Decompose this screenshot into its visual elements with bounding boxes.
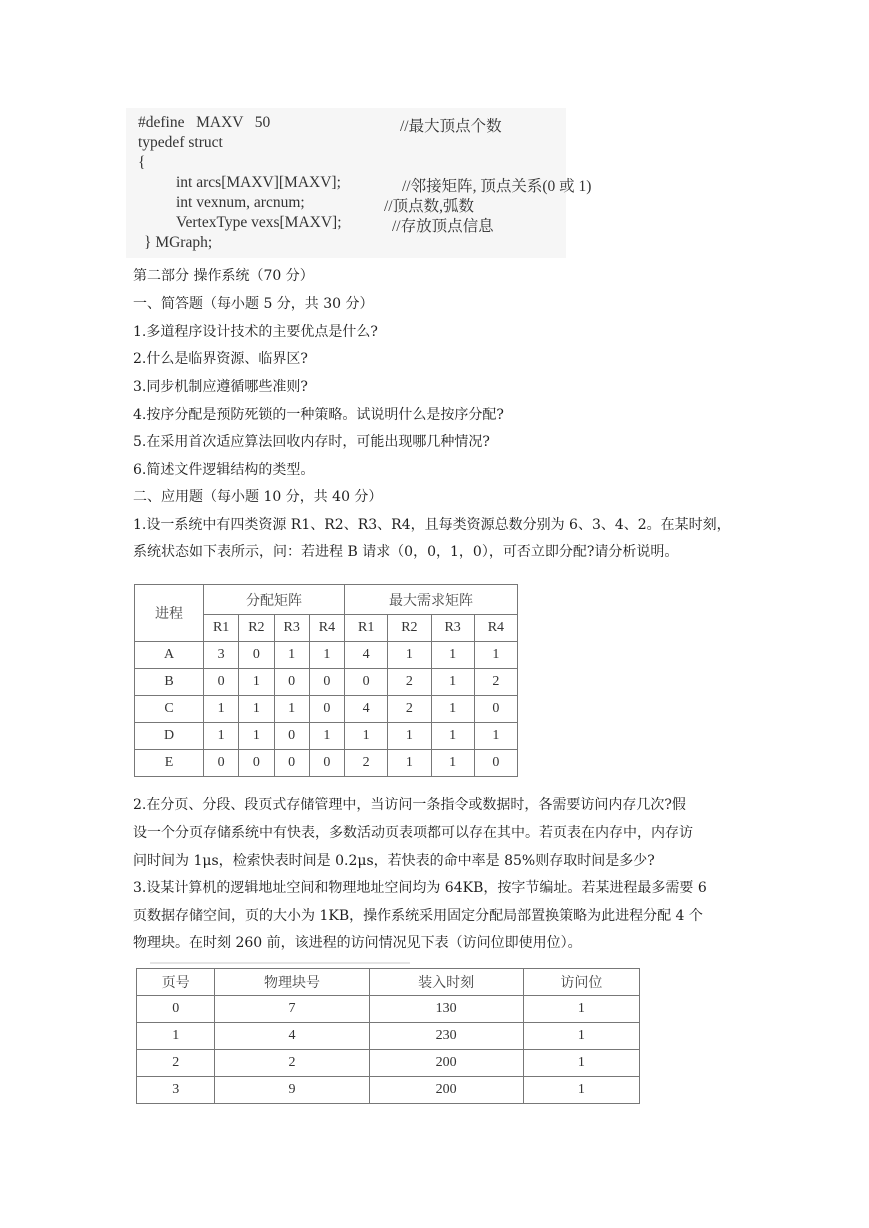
cell: 200 (369, 1050, 523, 1077)
table-row (137, 996, 640, 1023)
header-load-time: 装入时刻 (369, 969, 523, 996)
app-question-3-line: 物理块。在时刻 260 前，该进程的访问情况见下表（访问位即使用位）。 (133, 935, 582, 951)
cell: 0 (309, 669, 344, 696)
cell: 1 (309, 723, 344, 750)
cell: 1 (474, 642, 517, 669)
code-snippet (126, 108, 592, 258)
code-line: int vexnum, arcnum; (176, 194, 305, 211)
code-comment: //顶点数,弧数 (384, 198, 474, 215)
header-max-demand-matrix: 最大需求矩阵 (345, 585, 518, 615)
question-1: 1.多道程序设计技术的主要优点是什么? (133, 324, 378, 340)
cell: 2 (388, 696, 431, 723)
sub-header: R3 (274, 615, 309, 642)
page-access-table (136, 968, 640, 1104)
cell: 1 (431, 750, 474, 777)
cell: 1 (431, 669, 474, 696)
cell: 1 (204, 723, 239, 750)
cell: 1 (239, 723, 274, 750)
cell: 1 (388, 723, 431, 750)
sub-header: R1 (345, 615, 388, 642)
code-comment: //邻接矩阵, 顶点关系(0 或 1) (402, 178, 592, 195)
cell: 1 (431, 723, 474, 750)
table-row (135, 642, 518, 669)
cell: 0 (239, 642, 274, 669)
cell: 0 (204, 669, 239, 696)
cell: 4 (345, 642, 388, 669)
process-name: E (135, 750, 204, 777)
cell: 1 (309, 642, 344, 669)
cell: 1 (137, 1023, 215, 1050)
sub-header: R2 (239, 615, 274, 642)
table-row (135, 750, 518, 777)
table-row (135, 723, 518, 750)
cell: 7 (215, 996, 369, 1023)
code-line: #define MAXV 50 (138, 114, 271, 131)
app-question-3-line: 页数据存储空间，页的大小为 1KB，操作系统采用固定分配局部置换策略为此进程分配 4 个 (133, 908, 703, 924)
header-frame-number: 物理块号 (215, 969, 369, 996)
cell: 2 (474, 669, 517, 696)
header-page-number: 页号 (137, 969, 215, 996)
section1-title: 一、简答题（每小题 5 分，共 30 分） (133, 296, 374, 312)
question-6: 6.简述文件逻辑结构的类型。 (133, 462, 315, 478)
cell: 1 (274, 642, 309, 669)
cell: 1 (431, 696, 474, 723)
code-comment: //存放顶点信息 (392, 218, 494, 235)
sub-header: R4 (474, 615, 517, 642)
scan-artifact-line (150, 962, 410, 964)
process-name: A (135, 642, 204, 669)
cell: 0 (309, 750, 344, 777)
app-question-2-line: 问时间为 1μs，检索快表时间是 0.2μs，若快表的命中率是 85%则存取时间是多少? (133, 853, 655, 869)
question-2: 2.什么是临界资源、临界区? (133, 351, 308, 367)
cell: 230 (369, 1023, 523, 1050)
question-4: 4.按序分配是预防死锁的一种策略。试说明什么是按序分配? (133, 407, 504, 423)
code-comment: //最大顶点个数 (400, 118, 502, 135)
header-allocation-matrix: 分配矩阵 (204, 585, 345, 615)
cell: 130 (369, 996, 523, 1023)
app-question-2-line: 设一个分页存储系统中有快表，多数活动页表项都可以存在其中。若页表在内存中，内存访 (133, 825, 693, 841)
process-name: C (135, 696, 204, 723)
process-name: B (135, 669, 204, 696)
cell: 2 (388, 669, 431, 696)
cell: 0 (345, 669, 388, 696)
code-line: { (138, 154, 146, 171)
cell: 0 (474, 750, 517, 777)
sub-header: R4 (309, 615, 344, 642)
code-line: int arcs[MAXV][MAXV]; (176, 174, 341, 191)
question-5: 5.在采用首次适应算法回收内存时，可能出现哪几种情况? (133, 434, 490, 450)
cell: 1 (523, 1077, 639, 1104)
cell: 1 (431, 642, 474, 669)
app-question-1-line: 系统状态如下表所示，问：若进程 B 请求（0，0，1，0），可否立即分配?请分析说明。 (133, 544, 679, 560)
cell: 0 (274, 723, 309, 750)
cell: 1 (523, 1050, 639, 1077)
cell: 2 (345, 750, 388, 777)
sub-header: R2 (388, 615, 431, 642)
part2-title: 第二部分 操作系统（70 分） (133, 268, 314, 284)
app-question-2-line: 2.在分页、分段、段页式存储管理中，当访问一条指令或数据时，各需要访问内存几次?假 (133, 797, 686, 813)
cell: 1 (239, 696, 274, 723)
cell: 200 (369, 1077, 523, 1104)
table-row (137, 1023, 640, 1050)
cell: 1 (388, 642, 431, 669)
cell: 1 (204, 696, 239, 723)
header-access-bit: 访问位 (523, 969, 639, 996)
table-row (135, 669, 518, 696)
cell: 0 (204, 750, 239, 777)
cell: 0 (239, 750, 274, 777)
cell: 1 (523, 1023, 639, 1050)
cell: 0 (274, 669, 309, 696)
resource-allocation-table (134, 584, 518, 777)
app-question-1-line: 1.设一系统中有四类资源 R1、R2、R3、R4，且每类资源总数分别为 6、3、4、2。在某时刻， (133, 517, 731, 533)
header-process: 进程 (135, 585, 204, 642)
cell: 0 (474, 696, 517, 723)
cell: 0 (137, 996, 215, 1023)
cell: 1 (388, 750, 431, 777)
cell: 2 (137, 1050, 215, 1077)
cell: 2 (215, 1050, 369, 1077)
code-line: } MGraph; (144, 234, 213, 251)
table-row (135, 696, 518, 723)
cell: 4 (215, 1023, 369, 1050)
process-name: D (135, 723, 204, 750)
code-line: VertexType vexs[MAXV]; (176, 214, 342, 231)
cell: 1 (345, 723, 388, 750)
cell: 0 (274, 750, 309, 777)
code-line: typedef struct (138, 134, 223, 151)
sub-header: R3 (431, 615, 474, 642)
cell: 4 (345, 696, 388, 723)
cell: 1 (239, 669, 274, 696)
cell: 3 (137, 1077, 215, 1104)
sub-header: R1 (204, 615, 239, 642)
cell: 1 (474, 723, 517, 750)
table-row (137, 1050, 640, 1077)
app-question-3-line: 3.设某计算机的逻辑地址空间和物理地址空间均为 64KB，按字节编址。若某进程最多需要 6 (133, 880, 707, 896)
cell: 3 (204, 642, 239, 669)
cell: 1 (523, 996, 639, 1023)
section2-title: 二、应用题（每小题 10 分，共 40 分） (133, 489, 383, 505)
cell: 9 (215, 1077, 369, 1104)
cell: 0 (309, 696, 344, 723)
question-3: 3.同步机制应遵循哪些准则? (133, 379, 308, 395)
table-row (137, 1077, 640, 1104)
cell: 1 (274, 696, 309, 723)
